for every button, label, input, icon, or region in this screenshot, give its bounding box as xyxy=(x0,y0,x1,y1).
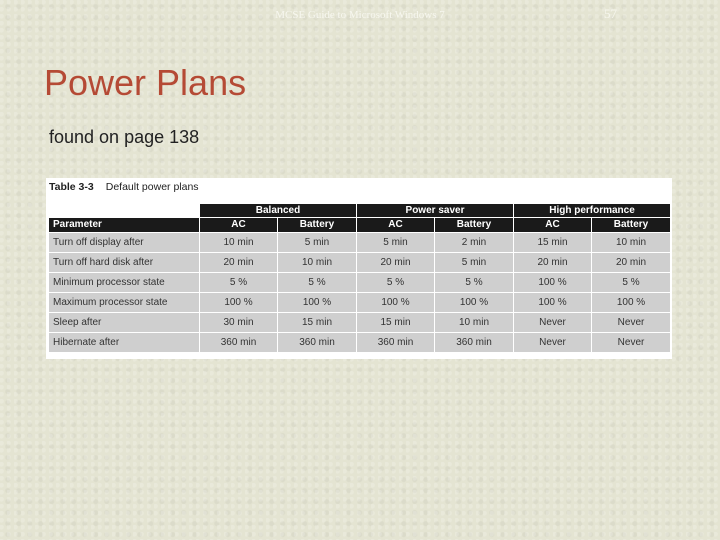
power-plans-table xyxy=(48,203,671,353)
group-header-power-saver: Power saver xyxy=(357,204,514,218)
table-row xyxy=(49,233,671,253)
table-cell: 15 min xyxy=(514,233,592,253)
header-text: MCSE Guide to Microsoft Windows 7 xyxy=(275,9,445,21)
table-cell: 100 % xyxy=(514,273,592,293)
table-cell: 5 min xyxy=(357,233,435,253)
table-caption-number: Table 3-3 xyxy=(49,181,94,193)
group-header-blank xyxy=(49,204,200,218)
table-cell: 5 % xyxy=(592,273,671,293)
table-cell: 20 min xyxy=(357,253,435,273)
table-cell: 20 min xyxy=(200,253,278,273)
table-caption xyxy=(49,181,199,193)
table-cell: 15 min xyxy=(357,313,435,333)
table-cell: 100 % xyxy=(435,293,514,313)
table-figure xyxy=(46,178,672,359)
table-cell: Never xyxy=(514,333,592,353)
table-cell: 100 % xyxy=(278,293,357,313)
table-cell: 5 % xyxy=(357,273,435,293)
table-cell: Maximum processor state xyxy=(49,293,200,313)
table-cell: 360 min xyxy=(200,333,278,353)
table-cell: Never xyxy=(514,313,592,333)
table-cell: Minimum processor state xyxy=(49,273,200,293)
table-cell: Hibernate after xyxy=(49,333,200,353)
table-cell: 100 % xyxy=(200,293,278,313)
table-cell: 5 % xyxy=(278,273,357,293)
table-cell: 15 min xyxy=(278,313,357,333)
table-row xyxy=(49,313,671,333)
slide-subtitle: found on page 138 xyxy=(49,127,200,147)
slide-title: Power Plans xyxy=(44,62,247,103)
table-cell: 5 % xyxy=(435,273,514,293)
slide-number: 57 xyxy=(604,6,617,21)
table-cell: Never xyxy=(592,313,671,333)
group-header-balanced: Balanced xyxy=(200,204,357,218)
table-cell: 20 min xyxy=(592,253,671,273)
table-cell: 360 min xyxy=(357,333,435,353)
table-cell: 360 min xyxy=(278,333,357,353)
table-cell: 5 min xyxy=(278,233,357,253)
table-cell: 100 % xyxy=(357,293,435,313)
column-header-battery: Battery xyxy=(278,218,357,233)
table-cell: 2 min xyxy=(435,233,514,253)
table-cell: 10 min xyxy=(200,233,278,253)
column-header-ac: AC xyxy=(200,218,278,233)
column-header-ac: AC xyxy=(514,218,592,233)
table-cell: 10 min xyxy=(278,253,357,273)
column-header-ac: AC xyxy=(357,218,435,233)
column-header-battery: Battery xyxy=(435,218,514,233)
table-cell: Sleep after xyxy=(49,313,200,333)
table-cell: 20 min xyxy=(514,253,592,273)
table-cell: 10 min xyxy=(435,313,514,333)
table-cell: 10 min xyxy=(592,233,671,253)
table-cell: 100 % xyxy=(514,293,592,313)
table-row xyxy=(49,273,671,293)
column-header-battery: Battery xyxy=(592,218,671,233)
group-header-high-performance: High performance xyxy=(514,204,671,218)
table-cell: Never xyxy=(592,333,671,353)
table-cell: 360 min xyxy=(435,333,514,353)
group-header-row xyxy=(49,204,671,218)
table-cell: Turn off display after xyxy=(49,233,200,253)
column-header-parameter: Parameter xyxy=(49,218,200,233)
table-cell: 100 % xyxy=(592,293,671,313)
table-cell: 30 min xyxy=(200,313,278,333)
table-caption-title: Default power plans xyxy=(105,181,199,193)
table-cell: 5 min xyxy=(435,253,514,273)
table-row xyxy=(49,293,671,313)
table-row xyxy=(49,333,671,353)
table-cell: 5 % xyxy=(200,273,278,293)
column-header-row xyxy=(49,218,671,233)
table-row xyxy=(49,253,671,273)
table-cell: Turn off hard disk after xyxy=(49,253,200,273)
